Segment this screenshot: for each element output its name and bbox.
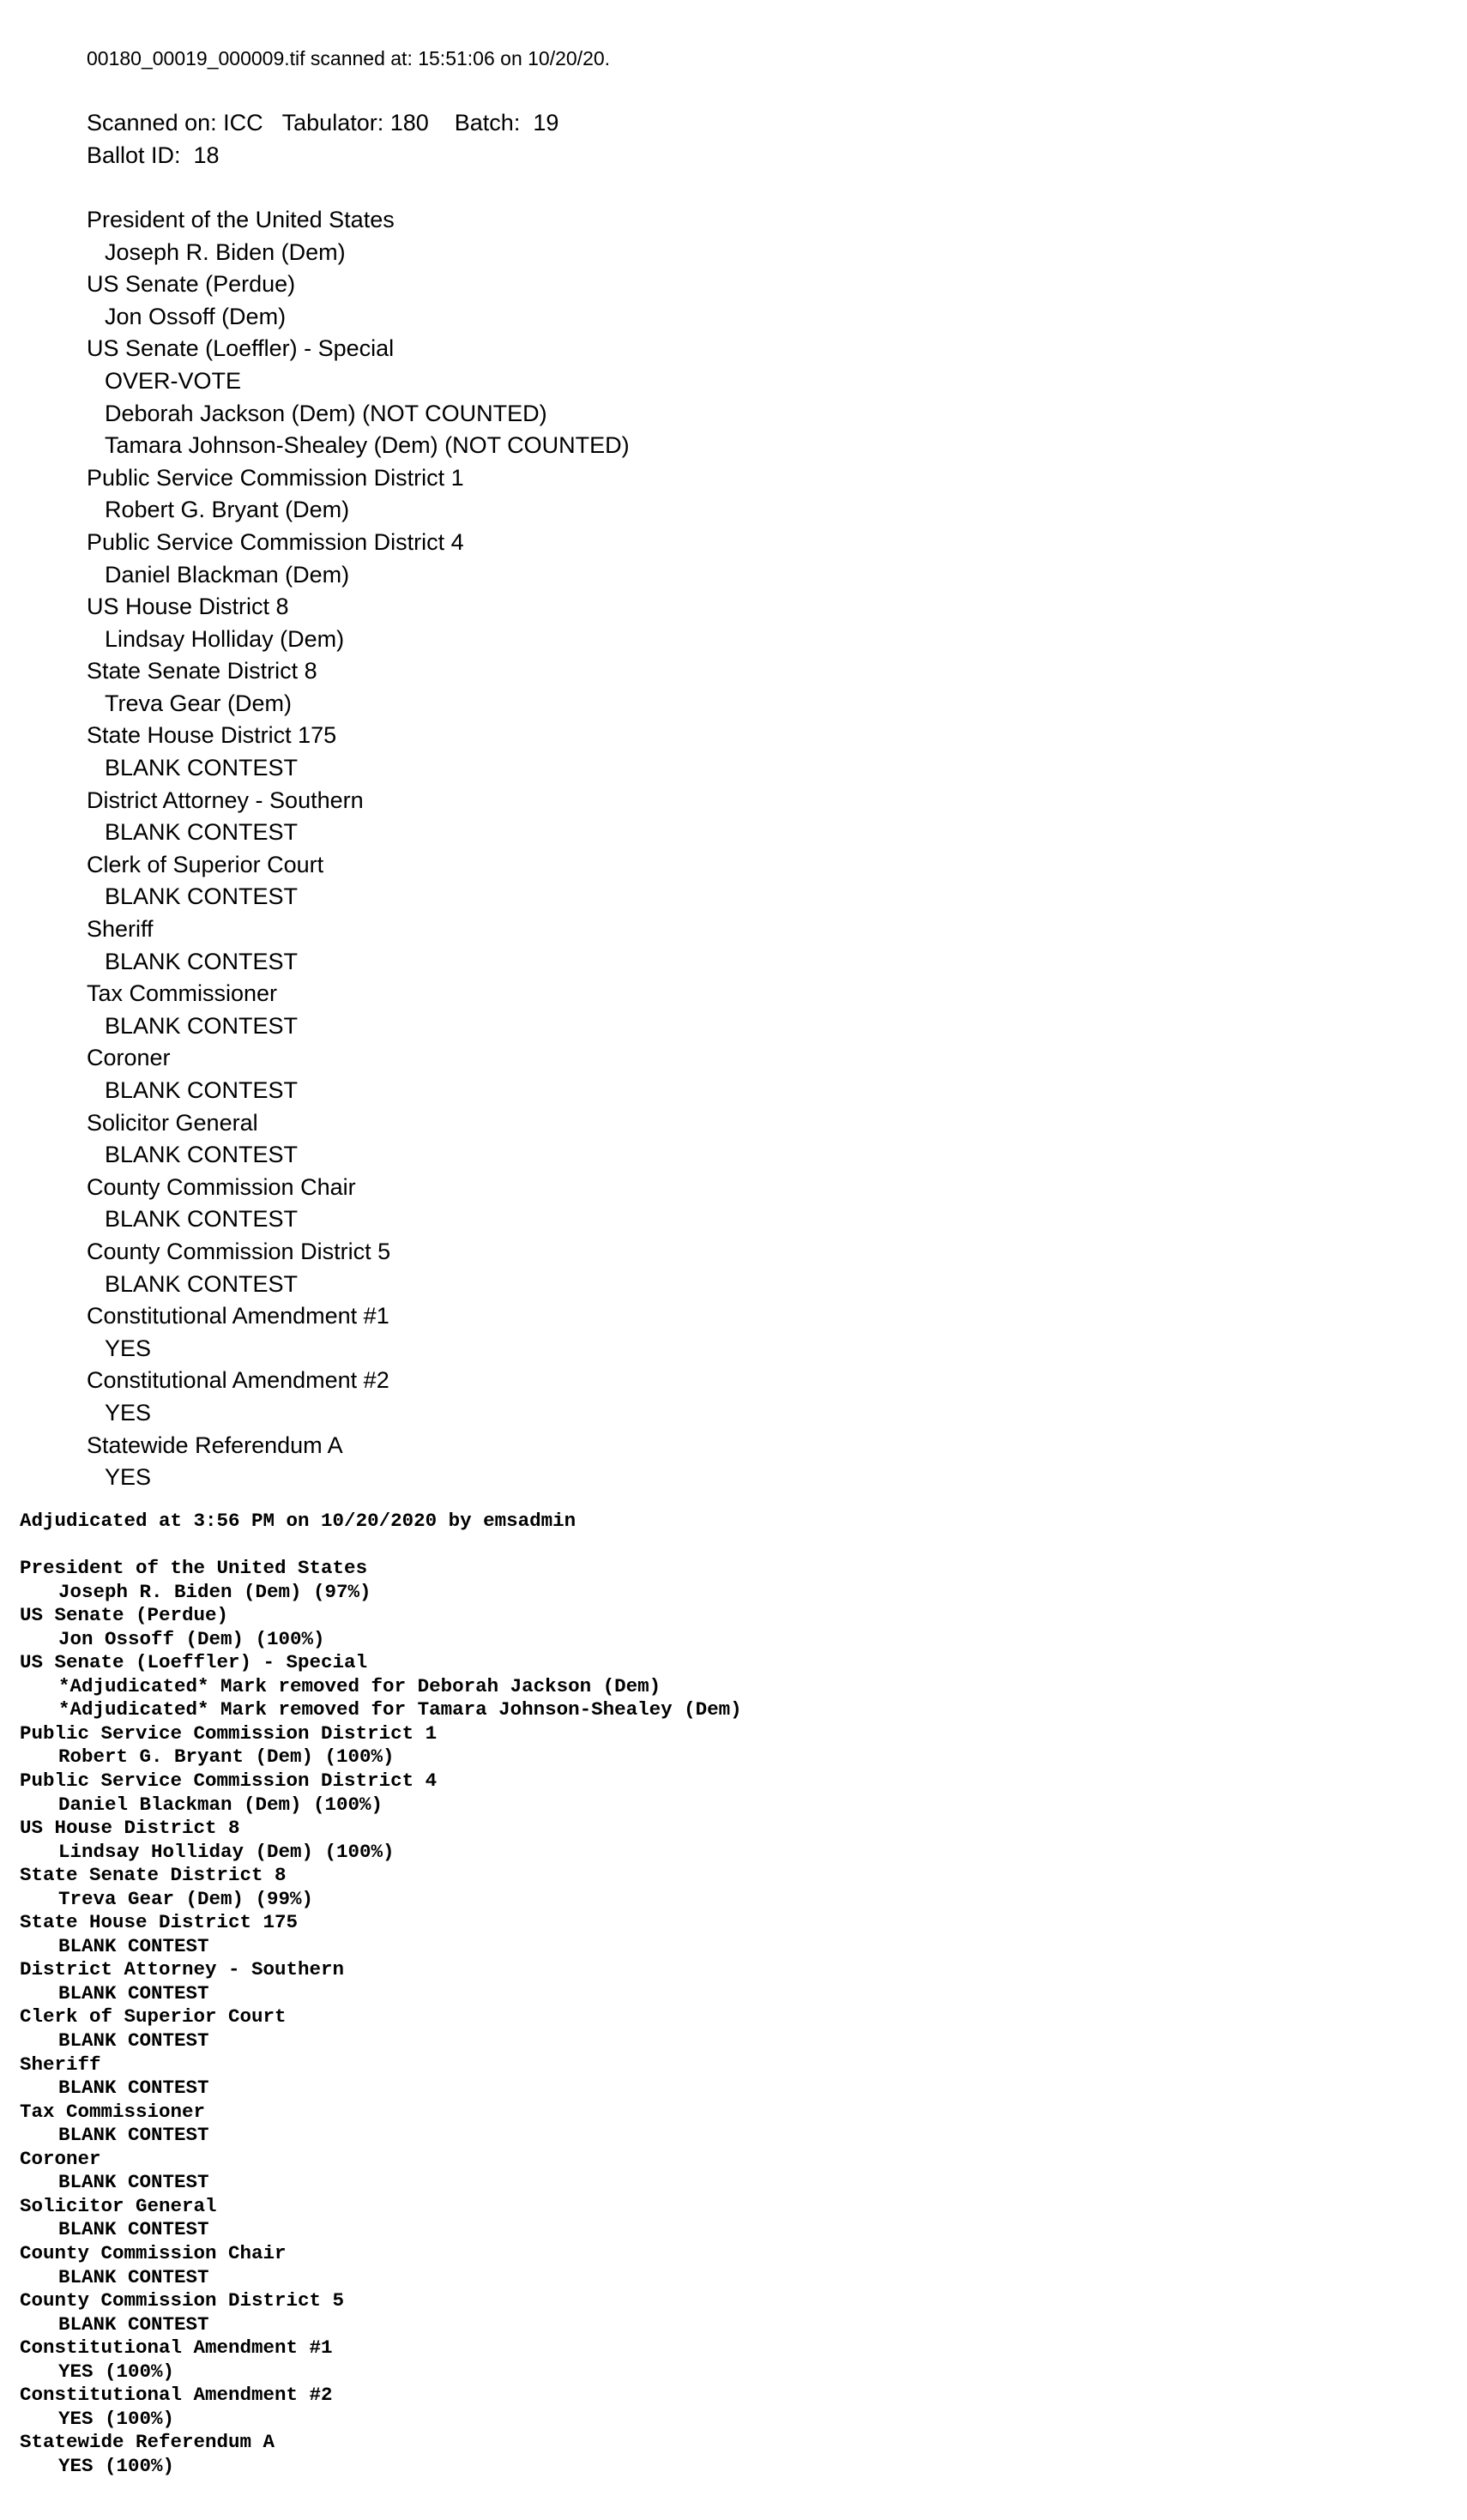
scan-contest-title: State Senate District 8: [87, 658, 317, 684]
adjudication-contest-choice: BLANK CONTEST: [58, 2077, 209, 2100]
adjudication-contest-title: Constitutional Amendment #1: [20, 2336, 333, 2360]
scan-contest-choice: YES: [105, 1335, 152, 1361]
scan-contest-choice: BLANK CONTEST: [105, 819, 299, 846]
adjudication-contest-choice: YES (100%): [58, 2407, 175, 2430]
adjudication-contest-choice: *Adjudicated* Mark removed for Deborah Jackson (Dem): [58, 1674, 661, 1697]
scan-contest-choice: BLANK CONTEST: [105, 948, 299, 974]
scan-contest-choice: BLANK CONTEST: [105, 755, 299, 781]
scanned-on-line: Scanned on: ICC Tabulator: 180 Batch: 19: [87, 110, 559, 136]
scan-contest-choice: BLANK CONTEST: [105, 883, 299, 910]
scan-contest-choice: OVER-VOTE: [105, 367, 242, 394]
adjudication-contest-title: US Senate (Loeffler) - Special: [20, 1651, 368, 1674]
adjudication-contest-choice: Lindsay Holliday (Dem) (100%): [58, 1840, 395, 1863]
scan-contest-choice: Tamara Johnson-Shealey (Dem) (NOT COUNTED): [105, 432, 630, 459]
scan-contest-title: US Senate (Perdue): [87, 271, 296, 298]
adjudication-contest-choice: BLANK CONTEST: [58, 2124, 209, 2147]
adjudication-header: Adjudicated at 3:56 PM on 10/20/2020 by emsadmin: [20, 1510, 577, 1532]
scan-contest-choice: BLANK CONTEST: [105, 1206, 299, 1233]
ballot-id-line: Ballot ID: 18: [87, 142, 220, 168]
scan-contest-choice: Treva Gear (Dem): [105, 690, 293, 716]
scan-contest-title: County Commission Chair: [87, 1173, 356, 1200]
scan-contest-title: US House District 8: [87, 594, 289, 620]
scan-contest-title: Public Service Commission District 4: [87, 528, 464, 555]
adjudication-contest-choice: BLANK CONTEST: [58, 1981, 209, 2005]
adjudication-contest-choice: BLANK CONTEST: [58, 2312, 209, 2336]
spacer: [20, 1534, 1392, 1558]
adjudication-contest-title: Statewide Referendum A: [20, 2431, 275, 2454]
scan-contest-title: Coroner: [87, 1045, 171, 1071]
scan-contest-choice: BLANK CONTEST: [105, 1142, 299, 1168]
scan-contest-choice: BLANK CONTEST: [105, 1270, 299, 1297]
adjudication-contest-choice: BLANK CONTEST: [58, 2218, 209, 2241]
adjudication-contest-title: US House District 8: [20, 1817, 240, 1840]
adjudication-contest-title: State Senate District 8: [20, 1864, 287, 1887]
adjudication-contest-choice: Daniel Blackman (Dem) (100%): [58, 1793, 383, 1816]
adjudication-contest-title: Coroner: [20, 2147, 101, 2170]
scan-file-line: 00180_00019_000009.tif scanned at: 15:51:06 on 10/20/20.: [87, 47, 611, 69]
adjudication-contest-choice: Treva Gear (Dem) (99%): [58, 1887, 314, 1910]
scan-contest-choice: YES: [105, 1464, 152, 1491]
adjudication-contest-title: Tax Commissioner: [20, 2100, 206, 2123]
adjudication-contest-choice: BLANK CONTEST: [58, 1934, 209, 1957]
adjudication-contest-choice: BLANK CONTEST: [58, 2265, 209, 2288]
adjudication-contest-choice: YES (100%): [58, 2360, 175, 2383]
adjudication-contest-title: US Senate (Perdue): [20, 1604, 229, 1627]
adjudication-contest-title: District Attorney - Southern: [20, 1958, 345, 1981]
scan-contest-title: Sheriff: [87, 916, 154, 943]
scan-contest-choice: Jon Ossoff (Dem): [105, 303, 287, 329]
scan-contest-title: Clerk of Superior Court: [87, 851, 324, 877]
scan-contest-title: County Commission District 5: [87, 1238, 391, 1264]
adjudication-contest-title: Public Service Commission District 1: [20, 1721, 438, 1745]
adjudication-contest-title: President of the United States: [20, 1557, 368, 1580]
scan-contest-choice: BLANK CONTEST: [105, 1077, 299, 1103]
spacer: [87, 75, 1373, 108]
scan-contest-choice: Robert G. Bryant (Dem): [105, 497, 350, 523]
adjudication-contest-choice: YES (100%): [58, 2454, 175, 2477]
adjudication-contest-choice: Jon Ossoff (Dem) (100%): [58, 1627, 325, 1650]
adjudication-contest-title: Solicitor General: [20, 2194, 217, 2217]
adjudication-contest-title: County Commission Chair: [20, 2241, 287, 2264]
scan-contest-title: Constitutional Amendment #2: [87, 1367, 389, 1394]
adjudication-contest-choice: *Adjudicated* Mark removed for Tamara Johnson-Shealey (Dem): [58, 1698, 742, 1721]
adjudication-record: [20, 1510, 1392, 2478]
adjudication-contest-list: [20, 1557, 1392, 2478]
scan-contest-choice: Joseph R. Biden (Dem): [105, 238, 346, 265]
adjudication-contest-choice: BLANK CONTEST: [58, 2029, 209, 2053]
scan-contest-title: Tax Commissioner: [87, 980, 278, 1007]
adjudication-contest-choice: Robert G. Bryant (Dem) (100%): [58, 1745, 395, 1769]
scan-contest-title: Public Service Commission District 1: [87, 464, 464, 491]
adjudication-contest-title: Public Service Commission District 4: [20, 1769, 438, 1793]
adjudication-contest-choice: BLANK CONTEST: [58, 2171, 209, 2194]
scan-contest-title: President of the United States: [87, 206, 395, 232]
scan-contest-choice: Daniel Blackman (Dem): [105, 561, 350, 588]
scan-contest-choice: Lindsay Holliday (Dem): [105, 625, 345, 652]
adjudication-contest-title: Constitutional Amendment #2: [20, 2384, 333, 2407]
spacer: [87, 172, 1373, 204]
adjudication-contest-title: Clerk of Superior Court: [20, 2005, 287, 2029]
scan-contest-choice: Deborah Jackson (Dem) (NOT COUNTED): [105, 400, 547, 426]
scan-contest-title: State House District 175: [87, 722, 337, 749]
scan-contest-title: Solicitor General: [87, 1109, 258, 1136]
scan-contest-choice: BLANK CONTEST: [105, 1012, 299, 1039]
adjudication-contest-title: Sheriff: [20, 2053, 101, 2076]
scan-contest-list: [87, 204, 1373, 1494]
scan-record: [87, 43, 1373, 1494]
adjudication-contest-title: County Commission District 5: [20, 2289, 345, 2312]
scan-contest-title: Constitutional Amendment #1: [87, 1303, 389, 1329]
scan-contest-title: US Senate (Loeffler) - Special: [87, 335, 395, 362]
scan-contest-title: Statewide Referendum A: [87, 1432, 343, 1458]
adjudication-contest-title: State House District 175: [20, 1911, 299, 1934]
scan-contest-choice: YES: [105, 1399, 152, 1426]
adjudication-contest-choice: Joseph R. Biden (Dem) (97%): [58, 1580, 371, 1603]
scan-contest-title: District Attorney - Southern: [87, 787, 364, 813]
